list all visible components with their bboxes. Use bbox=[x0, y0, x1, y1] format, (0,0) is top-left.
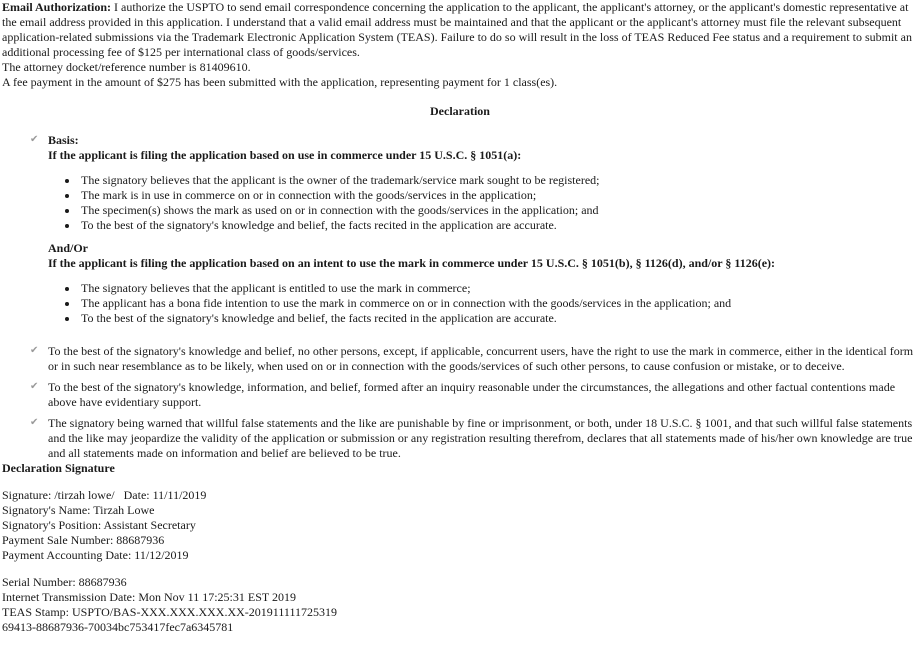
checkbox-checked-icon[interactable]: ✔ bbox=[30, 381, 39, 392]
statement-text: To the best of the signatory's knowledge, information, and belief, formed after an inquiry reasonable under the circumstances, the allegations and other factual contentions made above have evidentiary support. bbox=[48, 380, 896, 409]
email-authorization-text: I authorize the USPTO to send email correspondence concerning the application to the applicant, the applicant's attorney, or the applicant's domestic representative at the email address provided in this application. I understand that a valid email address must be maintained and that the applicant or the applicant's attorney must file the relevant subsequent application-related submissions via the Trademark Electronic Application System (TEAS). Failure to do so will result in the loss of TEAS Reduced Fee status and a requirement to submit an additional processing fee of $125 per international class of goods/services. bbox=[2, 0, 912, 59]
statement-evidentiary-support bbox=[2, 380, 918, 410]
andor-label: And/Or bbox=[48, 241, 89, 255]
checkbox-checked-icon[interactable]: ✔ bbox=[30, 417, 39, 428]
signature-heading: Declaration Signature bbox=[2, 461, 115, 475]
list-item: • The signatory believes that the applicant is entitled to use the mark in commerce; bbox=[79, 281, 918, 296]
teas-stamp-continued: 69413-88687936-70034bc753417fec7a6345781 bbox=[2, 620, 234, 634]
declaration-heading: Declaration bbox=[430, 104, 490, 118]
statement-concurrent-users bbox=[2, 344, 918, 374]
transmission-date: Internet Transmission Date: Mon Nov 11 17:25:31 EST 2019 bbox=[2, 590, 296, 604]
list-item: • The applicant has a bona fide intention to use the mark in commerce on or in connection with the goods/services in the application; and bbox=[79, 296, 918, 311]
list-item: • To the best of the signatory's knowledge and belief, the facts recited in the application are accurate. bbox=[79, 311, 918, 326]
basis-section bbox=[2, 133, 918, 326]
email-authorization-label: Email Authorization: bbox=[2, 0, 112, 14]
list-item: • The signatory believes that the applicant is the owner of the trademark/service mark sought to be registered; bbox=[79, 173, 918, 188]
payment-sale-number: Payment Sale Number: 88687936 bbox=[2, 533, 165, 547]
payment-accounting-date: Payment Accounting Date: 11/12/2019 bbox=[2, 548, 189, 562]
statement-false-statements bbox=[2, 416, 918, 461]
checkbox-checked-icon[interactable]: ✔ bbox=[30, 345, 39, 356]
use-basis-heading: If the applicant is filing the application based on use in commerce under 15 U.S.C. § 1051(a): bbox=[48, 148, 522, 162]
list-item: • To the best of the signatory's knowledge and belief, the facts recited in the application are accurate. bbox=[79, 218, 918, 233]
statement-text: To the best of the signatory's knowledge and belief, no other persons, except, if applicable, concurrent users, have the right to use the mark in commerce, either in the identical form or in such near resemblance as to be likely, when used on or in connection with the goods/services of such other persons, to cause confusion or mistake, or to deceive. bbox=[48, 344, 914, 373]
list-item: • The mark is in use in commerce on or in connection with the goods/services in the application; bbox=[79, 188, 918, 203]
intent-basis-heading: If the applicant is filing the application based on an intent to use the mark in commerce under 15 U.S.C. § 1051(b), § 1126(d), and/or § 1126(e): bbox=[48, 256, 776, 270]
transmission-block bbox=[2, 575, 918, 635]
basis-title: Basis: bbox=[48, 133, 79, 147]
signatory-position: Signatory's Position: Assistant Secretary bbox=[2, 518, 196, 532]
signature-line: Signature: /tirzah lowe/ Date: 11/11/2019 bbox=[2, 488, 207, 502]
teas-stamp: TEAS Stamp: USPTO/BAS-XXX.XXX.XXX.XX-201911111725319 bbox=[2, 605, 338, 619]
docket-line: The attorney docket/reference number is 81409610. bbox=[2, 60, 251, 74]
intent-basis-list bbox=[48, 281, 918, 326]
signature-block bbox=[2, 488, 918, 563]
checkbox-checked-icon[interactable]: ✔ bbox=[30, 134, 39, 145]
signatory-name: Signatory's Name: Tirzah Lowe bbox=[2, 503, 155, 517]
serial-number: Serial Number: 88687936 bbox=[2, 575, 127, 589]
fee-line: A fee payment in the amount of $275 has been submitted with the application, representing payment for 1 class(es). bbox=[2, 75, 558, 89]
email-authorization bbox=[2, 0, 918, 60]
statement-text: The signatory being warned that willful false statements and the like are punishable by fine or imprisonment, or both, under 18 U.S.C. § 1001, and that such willful false statements and the like may jeopardize the validity of the application or submission or any registration resulting therefrom, declares that all statements made of his/her own knowledge are true and all statements made on information and belief are believed to be true. bbox=[48, 416, 913, 460]
use-basis-list bbox=[48, 173, 918, 233]
list-item: • The specimen(s) shows the mark as used on or in connection with the goods/services in the application; and bbox=[79, 203, 918, 218]
